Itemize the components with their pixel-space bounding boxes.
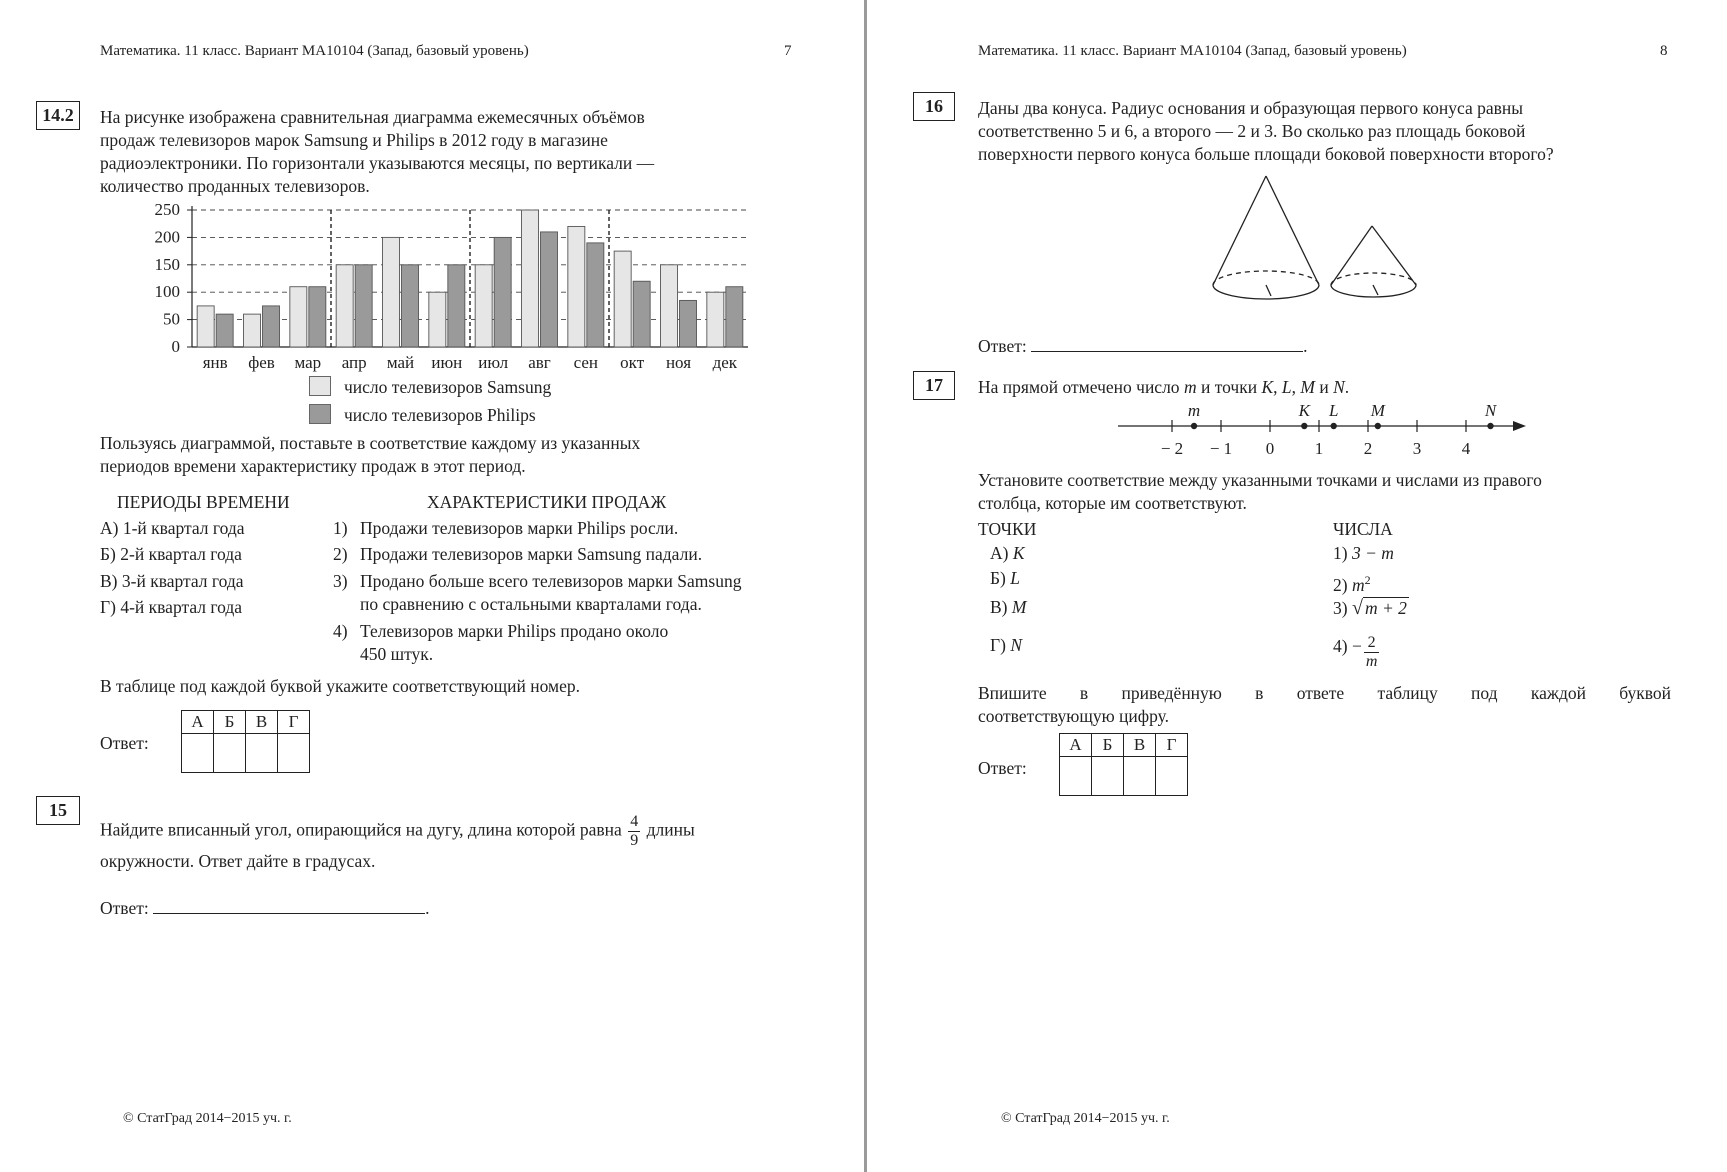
task17-instruction <box>978 682 1671 728</box>
answer-label: Ответ: <box>100 898 149 918</box>
task15-text: длины <box>646 819 695 840</box>
page-header: Математика. 11 класс. Вариант МА10104 (Запад, базовый уровень) <box>978 43 1407 59</box>
answer-table-17 <box>1059 733 1188 796</box>
bar-philips <box>587 243 604 347</box>
legend-label-samsung: число телевизоров Samsung <box>344 377 552 397</box>
task-number-15: 15 <box>36 796 80 825</box>
task17-text <box>978 469 1671 515</box>
number-item <box>1333 569 1371 597</box>
number-line-arrow <box>1513 421 1526 431</box>
bar-philips <box>633 281 650 347</box>
task17-intro <box>978 376 1349 399</box>
bar-philips <box>355 265 372 347</box>
answer-table-14 <box>181 710 310 773</box>
number-prefix: 1) <box>1333 543 1348 563</box>
task14-intro-line: На рисунке изображена сравнительная диаграмма ежемесячных объёмов <box>100 107 645 127</box>
x-tick-label: янв <box>202 353 228 372</box>
task14-text-line: периодов времени характеристику продаж в этот период. <box>100 456 526 476</box>
task16-line: соответственно 5 и 6, а второго — 2 и 3. Во сколько раз площадь боковой <box>978 121 1526 141</box>
page-divider <box>864 0 867 1172</box>
expression-base: m <box>1351 574 1365 595</box>
answer-period: . <box>425 898 430 918</box>
number-line-tick-label: 4 <box>1461 439 1471 458</box>
legend-label-philips: число телевизоров Philips <box>344 405 536 425</box>
answer-column-header: В <box>1124 734 1156 757</box>
x-tick-label: окт <box>620 353 645 372</box>
point-item <box>990 596 1026 619</box>
number-item <box>1333 542 1394 565</box>
x-tick-label: ноя <box>665 353 692 372</box>
task16-answer <box>978 333 1307 358</box>
bar-samsung <box>661 265 678 347</box>
comma: , <box>1273 377 1278 397</box>
characteristic-text: Телевизоров марки Philips продано около <box>360 621 669 641</box>
characteristic-text: по сравнению с остальными кварталами года. <box>360 594 702 614</box>
characteristic-4-wrap <box>360 620 794 643</box>
answer-period: . <box>1303 336 1308 356</box>
x-tick-label: май <box>386 353 415 372</box>
y-tick-label: 250 <box>154 200 180 219</box>
answer-column-header: Б <box>214 711 246 734</box>
bar-philips <box>726 287 743 347</box>
point-item <box>990 542 1025 565</box>
bar-philips <box>309 287 326 347</box>
right-page <box>868 0 1727 1172</box>
point-var: L <box>1010 568 1020 588</box>
characteristic-text: Продано больше всего телевизоров марки Samsung <box>360 571 742 591</box>
answer-column-header: Г <box>1156 734 1188 757</box>
characteristic-number: 4) <box>333 621 348 641</box>
answer-cell[interactable] <box>246 734 278 773</box>
task16-line: поверхности первого конуса больше площади боковой поверхности второго? <box>978 144 1554 164</box>
number-line-tick-label: 3 <box>1412 439 1422 458</box>
fraction <box>1364 634 1380 671</box>
y-tick-label: 150 <box>154 254 180 274</box>
task14-intro-line: количество проданных телевизоров. <box>100 176 370 196</box>
numbers-header: ЧИСЛА <box>1333 519 1393 539</box>
task-number-14-2: 14.2 <box>36 101 80 130</box>
number-line-point-label: M <box>1370 401 1385 420</box>
task14-text-line: Пользуясь диаграммой, поставьте в соответствие каждому из указанных <box>100 433 641 453</box>
answer-label: Ответ: <box>978 336 1027 356</box>
number-line-point <box>1375 423 1381 429</box>
legend-swatch-samsung <box>309 376 331 396</box>
point-item <box>990 567 1020 590</box>
task14-intro-line: радиоэлектроники. По горизонтали указываются месяцы, по вертикали — <box>100 153 655 173</box>
characteristic-text: Продажи телевизоров марки Samsung падали. <box>360 544 703 564</box>
sqrt-radicand: m + 2 <box>1364 598 1407 618</box>
number-line-point <box>1191 423 1197 429</box>
point-letter: А) <box>990 543 1009 563</box>
large-cone <box>1213 176 1319 299</box>
bar-samsung <box>614 251 631 347</box>
x-tick-label: июл <box>478 353 509 372</box>
y-tick-label: 100 <box>154 282 180 302</box>
task-number-16: 16 <box>913 92 955 121</box>
bar-samsung <box>707 292 724 347</box>
expression-exponent: 2 <box>1364 573 1371 587</box>
fraction <box>628 813 640 850</box>
task14-after-chart <box>100 432 794 478</box>
number-line-tick-label: 2 <box>1363 439 1373 458</box>
bar-samsung <box>290 287 307 347</box>
fraction-numerator: 4 <box>630 813 639 830</box>
x-tick-label: дек <box>712 353 738 372</box>
x-tick-label: мар <box>294 353 322 372</box>
page-number: 7 <box>784 43 792 59</box>
answer-cell[interactable] <box>1156 757 1188 796</box>
bar-samsung <box>244 314 261 347</box>
number-prefix: 3) <box>1333 598 1348 618</box>
bar-samsung <box>568 226 585 347</box>
number-line-tick-label: 1 <box>1314 439 1324 458</box>
bar-philips <box>263 306 280 347</box>
bar-philips <box>216 314 233 347</box>
number-line-point-label: m <box>1187 401 1201 420</box>
period: . <box>1344 377 1350 397</box>
bar-samsung <box>383 237 400 347</box>
number-line-tick-label: − 2 <box>1160 439 1184 458</box>
answer-cell[interactable] <box>214 734 246 773</box>
answer-cell[interactable] <box>1092 757 1124 796</box>
comma: , <box>1291 377 1296 397</box>
bar-samsung <box>522 210 539 347</box>
bar-samsung <box>475 265 492 347</box>
point-letter: В) <box>990 597 1008 617</box>
characteristic-number: 2) <box>333 544 348 564</box>
x-tick-label: фев <box>248 353 275 372</box>
characteristic-text: 450 штук. <box>360 644 434 664</box>
page-footer: © СтатГрад 2014−2015 уч. г. <box>1001 1111 1170 1126</box>
var-m-point: M <box>1300 377 1315 397</box>
fraction-denominator: m <box>1365 653 1378 670</box>
number-line-point-label: N <box>1484 401 1497 420</box>
task15-text: Найдите вписанный угол, опирающийся на дугу, длина которой равна <box>100 819 622 840</box>
point-var: K <box>1012 543 1025 563</box>
instruction-line: Впишите в приведённую в ответе таблицу под каждой буквой <box>978 683 1671 703</box>
task-number-17: 17 <box>913 371 955 400</box>
two-cones-figure <box>1208 170 1428 310</box>
number-line-point <box>1487 423 1493 429</box>
answer-label: Ответ: <box>100 733 149 753</box>
x-tick-label: авг <box>528 353 551 372</box>
point-var: N <box>1010 635 1023 655</box>
x-tick-label: сен <box>573 353 599 372</box>
page-number: 8 <box>1660 43 1668 59</box>
point-var: M <box>1011 597 1027 617</box>
bar-philips <box>448 265 465 347</box>
y-tick-label: 200 <box>154 227 180 247</box>
answer-label: Ответ: <box>978 758 1027 778</box>
table-instruction: В таблице под каждой буквой укажите соответствующий номер. <box>100 676 580 696</box>
task15-answer <box>100 895 429 920</box>
legend-swatch-philips <box>309 404 331 424</box>
task17-line: столбца, которые им соответствуют. <box>978 493 1247 513</box>
bar-samsung <box>336 265 353 347</box>
small-cone <box>1331 226 1416 297</box>
task16-text <box>978 97 1671 166</box>
answer-column-header: В <box>246 711 278 734</box>
var-k: K <box>1261 377 1274 397</box>
answer-cell[interactable] <box>278 734 310 773</box>
answer-cell[interactable] <box>1060 757 1092 796</box>
var-n: N <box>1333 377 1345 397</box>
number-prefix: 2) <box>1333 574 1348 595</box>
answer-column-header: Б <box>1092 734 1124 757</box>
expression: 3 − m <box>1351 543 1394 563</box>
task16-line: Даны два конуса. Радиус основания и образующая первого конуса равны <box>978 98 1524 118</box>
number-prefix: 4) <box>1333 636 1348 656</box>
task17-line: Установите соответствие между указанными точками и числами из правого <box>978 470 1542 490</box>
answer-blank-line[interactable] <box>153 895 425 914</box>
var-l: L <box>1281 377 1292 397</box>
answer-blank-line[interactable] <box>1031 333 1303 352</box>
bar-samsung <box>197 306 214 347</box>
intro-text: На прямой отмечено число <box>978 377 1180 397</box>
number-line-point <box>1331 423 1337 429</box>
answer-column-header: А <box>1060 734 1092 757</box>
intro-text: и <box>1319 377 1329 397</box>
task14-intro-line: продаж телевизоров марок Samsung и Philips в 2012 году в магазине <box>100 130 608 150</box>
point-letter: Б) <box>990 568 1006 588</box>
instruction-line: соответствующую цифру. <box>978 706 1170 726</box>
sqrt-sign: √ <box>1351 597 1363 619</box>
page-footer: © СтатГрад 2014−2015 уч. г. <box>123 1111 292 1126</box>
y-tick-label: 50 <box>163 309 180 329</box>
task14-intro <box>100 106 794 198</box>
period-item: А) 1-й квартал года <box>100 518 245 538</box>
fraction-numerator: 2 <box>1364 634 1380 653</box>
bar-philips <box>680 300 697 347</box>
x-tick-label: июн <box>431 353 463 372</box>
number-line-point-label: K <box>1298 401 1310 420</box>
x-tick-label: апр <box>341 353 367 372</box>
points-header: ТОЧКИ <box>978 519 1037 539</box>
y-tick-label: 0 <box>171 337 180 356</box>
periods-header: ПЕРИОДЫ ВРЕМЕНИ <box>117 492 290 512</box>
task15-line1 <box>100 813 695 850</box>
point-item <box>990 634 1022 657</box>
minus-sign: − <box>1351 636 1362 656</box>
number-line-tick-label: 0 <box>1265 439 1275 458</box>
answer-column-header: А <box>182 711 214 734</box>
bar-samsung <box>429 292 446 347</box>
fraction-denominator: 9 <box>630 832 639 849</box>
bar-philips <box>541 232 558 347</box>
answer-cell[interactable] <box>1124 757 1156 796</box>
sales-bar-chart <box>120 198 760 373</box>
number-item <box>1333 597 1409 620</box>
bar-philips <box>402 265 419 347</box>
answer-cell[interactable] <box>182 734 214 773</box>
number-line-point-label: L <box>1328 401 1339 420</box>
characteristics-header: ХАРАКТЕРИСТИКИ ПРОДАЖ <box>427 492 667 512</box>
intro-text: и точки <box>1200 377 1258 397</box>
point-letter: Г) <box>990 635 1006 655</box>
characteristic-number: 3) <box>333 571 348 591</box>
var-m: m <box>1183 377 1197 397</box>
period-item: В) 3-й квартал года <box>100 571 244 591</box>
number-line-point <box>1301 423 1307 429</box>
answer-column-header: Г <box>278 711 310 734</box>
number-line <box>1118 398 1528 463</box>
characteristic-number: 1) <box>333 518 348 538</box>
number-item <box>1333 634 1381 671</box>
task15-line2: окружности. Ответ дайте в градусах. <box>100 851 376 871</box>
period-item: Б) 2-й квартал года <box>100 544 242 564</box>
characteristic-text: Продажи телевизоров марки Philips росли. <box>360 518 679 538</box>
bar-philips <box>494 237 511 347</box>
number-line-tick-label: − 1 <box>1209 439 1233 458</box>
period-item: Г) 4-й квартал года <box>100 597 243 617</box>
page-header: Математика. 11 класс. Вариант МА10104 (Запад, базовый уровень) <box>100 43 529 59</box>
